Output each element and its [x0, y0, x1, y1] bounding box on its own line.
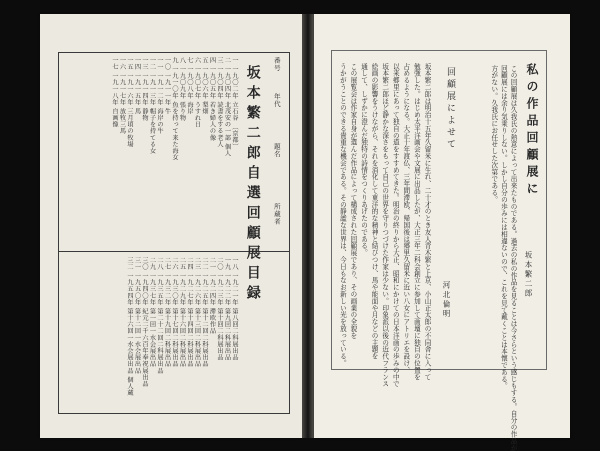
catalogue-entry: 一七 一九一八年 自画像 [111, 57, 118, 128]
catalogue-top-list [61, 57, 237, 247]
catalogue-entry: 五 一九〇六年 梨畑 [201, 57, 208, 115]
catalogue-entry: 一九 一九二二年 第九回二科展出品 [223, 257, 231, 361]
paragraph-line: 占めるようになる。大正十年渡仏、三年間滞欧、帰国後は郷里久留米に近い八女にアトリエを設け、 [401, 63, 410, 374]
paragraph-line: 坂本繁二郎は明治十五年久留米に生れ、二十才のとき友人青木繁と上京、小山正太郎の不同舎に入って [423, 63, 431, 381]
paragraph-line: この展覧会は作家自身が選んだ作品によって構成された回顧展であり、その画業の全貌を [348, 63, 357, 339]
book-gutter [302, 14, 314, 438]
catalogue-entry: 一八 一九二一年 第八回二科展出品 [231, 257, 238, 361]
header-owner: 所蔵者 [272, 203, 281, 226]
section1-title: 私の作品回顧展に [525, 63, 539, 199]
catalogue-entry: 二七 一九三二年 第十九回二科展出品 [163, 257, 171, 368]
section2-body [336, 63, 431, 388]
catalogue-title: 坂本繁二郎自選回顧展目録 [244, 65, 261, 305]
section1-author: 坂本繁二郎 [524, 251, 533, 299]
catalogue-entry: 七 一九〇八年 海岸 [186, 57, 193, 115]
catalogue-entry: 二二 一九二五年 第十二回二科展出品 [201, 257, 208, 368]
paragraph-line: 坂本繁二郎ほど静かな深さをもって自己の世界を守りつづけた作家は少ない。印象派以後の近代フランス [380, 63, 389, 388]
catalogue-entry: 六 一九〇七年 うすれ日 [193, 57, 201, 128]
paragraph-line: 以来郷里にあって独自の道をすすめてきた。明治の終りから大正、昭和にかけての日本洋画の歩みの中で [391, 63, 400, 388]
catalogue-entry: 一四 一九一五年 馬 [133, 57, 141, 115]
paragraph-line: 回顧展には余り気乗りしない。しかし自分の歩みには相違ないので、これを見て戴くことは本懐である。 [499, 65, 508, 390]
catalogue-entry: 一二 一九一三年 帽子を持てる女 [148, 57, 156, 155]
paragraph-line: うかがうことのできる貴重な機会である。その静謐な世界は、今日もなお新しい光を放っている。 [338, 63, 347, 367]
catalogue-entry: 三〇 一九四〇年 紀元二千六百年奉祝展出品 [141, 257, 148, 388]
catalogue-entry: 一三 一九一四年 静物 [141, 57, 148, 122]
paragraph-line: 絵画の影響をうけながら、それを消化して東洋的な精神と結びつけ、馬や能面や月などの主題を [370, 63, 379, 360]
catalogue-entry: 四 一九〇五年 若き婦人の像 [208, 57, 216, 141]
catalogue-bottom-list [61, 257, 237, 409]
paragraph-line: 方がない。久我氏にお任せした次第である。 [489, 65, 498, 203]
right-page [314, 14, 570, 451]
catalogue-entry: 九 一九一〇年 魚を持って来た海女 [171, 57, 178, 161]
catalogue-entry: 三 一九〇四年 読書をする老人 [216, 57, 223, 148]
catalogue-entry: 一一 一九一二年 海岸の牛 [156, 57, 163, 135]
catalogue-entry: 一五 一九一六年 三月頃の牧場 [126, 57, 133, 148]
catalogue-entry: 二八 一九三五年 第二十二回二科展出品 [156, 257, 163, 374]
catalogue-entry: 三二 一九五四年 第十六回一水会展出品 個人蔵 [126, 257, 133, 397]
catalogue-entry: 二五 一九二九年 第十六回二科展出品 [178, 257, 186, 368]
section2-title: 回顧展によせて [445, 67, 455, 151]
catalogue-entry: 一 一九〇二年 立石谷 〔京都〕 [231, 57, 238, 150]
book-spread [40, 14, 566, 451]
catalogue-entry: 二九 一九三七年 第一回一水会展出品 [148, 257, 156, 368]
catalogue-entry: 二〇 一九二三年 第十回二科展出品 [216, 257, 223, 361]
left-page [40, 14, 302, 438]
catalogue-entry: 二三 一九二六年 第十三回二科展出品 [193, 257, 201, 368]
section2-author: 河北倫明 [442, 281, 451, 319]
section1-body [470, 65, 517, 451]
paragraph-line: この回顧展は久我氏の熱意によって出来たものである。過去の私の作品を見ることは今さらという感じもする。自分の作品が [509, 65, 517, 451]
paragraph-line: 勉強した。はじめ太平洋画会や文展に出品したが、大正三年二科会創立に参加して画壇に独自の位置を [412, 63, 421, 381]
catalogue-entry: 一六 一九一七年 放牧三馬 [118, 57, 126, 135]
paragraph-line: 通して、しずかに澄んだ独特の詩情をつくりあげたのである。 [359, 63, 368, 257]
catalogue-entry: 二六 一九三〇年 第十七回二科展出品 [171, 257, 178, 368]
catalogue-entry: 二一 一九二四年 滞欧作品 [208, 257, 216, 335]
header-year: 年代 [272, 93, 281, 108]
catalogue-entry: 一〇 一九一一年 牛 [163, 57, 171, 115]
essay-frame [331, 50, 547, 451]
catalogue-entry: 二 一九〇四年 北茂安の一部 個人 [223, 57, 231, 157]
catalogue-entry: 八 一九〇九年 張り物 [178, 57, 186, 122]
header-title: 題名 [272, 143, 281, 158]
catalogue-entry: 二四 一九二七年 第十四回二科展出品 [186, 257, 193, 368]
header-number: 番号 [272, 57, 281, 72]
catalogue-table [58, 52, 290, 414]
catalogue-entry: 三一 一九五〇年 第十二回一水会展出品 [133, 257, 141, 374]
